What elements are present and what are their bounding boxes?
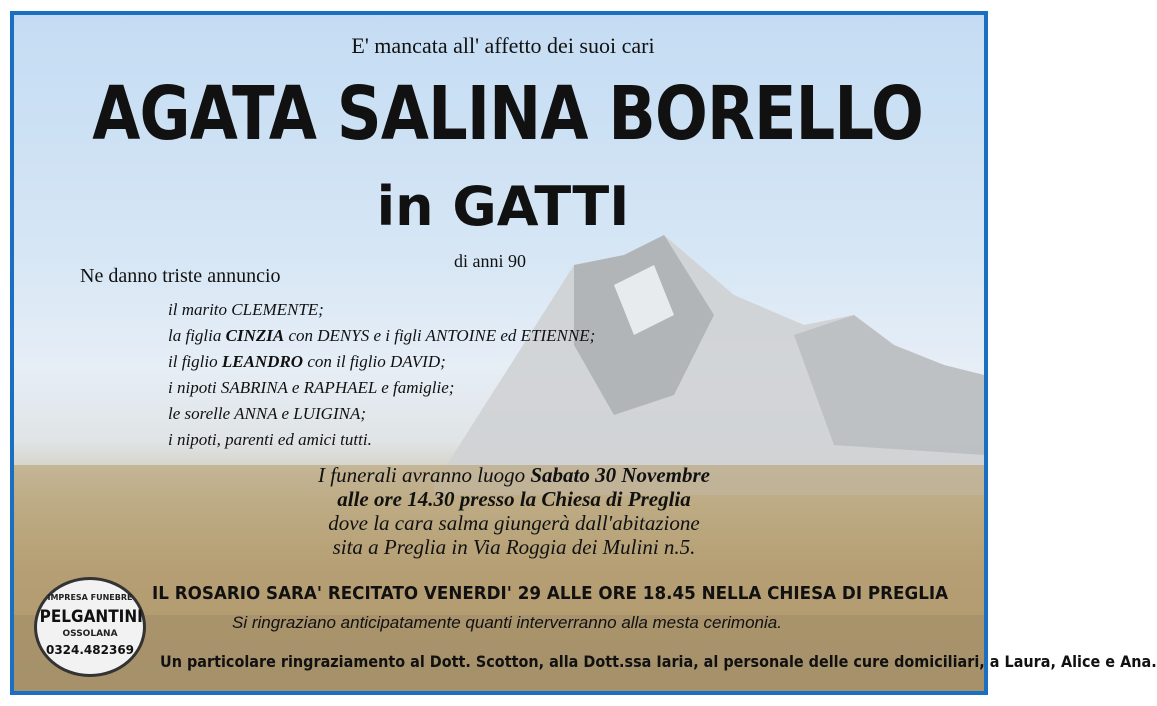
funeral-line-2: alle ore 14.30 presso la Chiesa di Preglia <box>337 487 691 511</box>
funeral-line-3: dove la cara salma giungerà dall'abitazione <box>328 511 700 535</box>
deceased-name: AGATA SALINA BORELLO <box>92 71 923 157</box>
family-line: la figlia CINZIA con DENYS e i figli ANTOINE ed ETIENNE; <box>168 326 596 345</box>
logo-line-2: PELGANTINI <box>39 607 143 627</box>
family-line: i nipoti SABRINA e RAPHAEL e famiglie; <box>168 378 455 397</box>
rosary-notice: IL ROSARIO SARA' RECITATO VENERDI' 29 ALLE ORE 18.45 NELLA CHIESA DI PREGLIA <box>152 583 949 604</box>
funeral-line-4: sita a Preglia in Via Roggia dei Mulini n.5. <box>332 535 696 559</box>
intro-text: E' mancata all' affetto dei suoi cari <box>351 33 655 58</box>
family-line: il marito CLEMENTE; <box>168 300 324 319</box>
family-line: le sorelle ANNA e LUIGINA; <box>168 404 366 423</box>
family-line: il figlio LEANDRO con il figlio DAVID; <box>168 352 446 371</box>
obituary-poster <box>10 11 1157 695</box>
announcement-text: Ne danno triste annuncio <box>80 265 281 287</box>
logo-line-1: IMPRESA FUNEBRE <box>47 593 133 602</box>
logo-badge <box>34 577 146 677</box>
funeral-home-logo <box>34 577 146 677</box>
family-line: i nipoti, parenti ed amici tutti. <box>168 430 372 449</box>
married-name: in GATTI <box>376 175 630 238</box>
family-list <box>168 297 595 453</box>
age-text: di anni 90 <box>454 251 526 271</box>
logo-line-3: OSSOLANA <box>62 629 118 639</box>
thanks-text: Si ringraziano anticipatamente quanti interverranno alla mesta cerimonia. <box>232 613 782 632</box>
special-thanks-text: Un particolare ringraziamento al Dott. Scotton, alla Dott.ssa Iaria, al personale delle cure domiciliari, a Laura, Alice e Ana. <box>160 652 1157 671</box>
funeral-line-1: I funerali avranno luogo Sabato 30 Novembre <box>318 463 710 487</box>
funeral-info <box>254 463 774 559</box>
logo-phone: 0324.482369 <box>45 643 135 657</box>
